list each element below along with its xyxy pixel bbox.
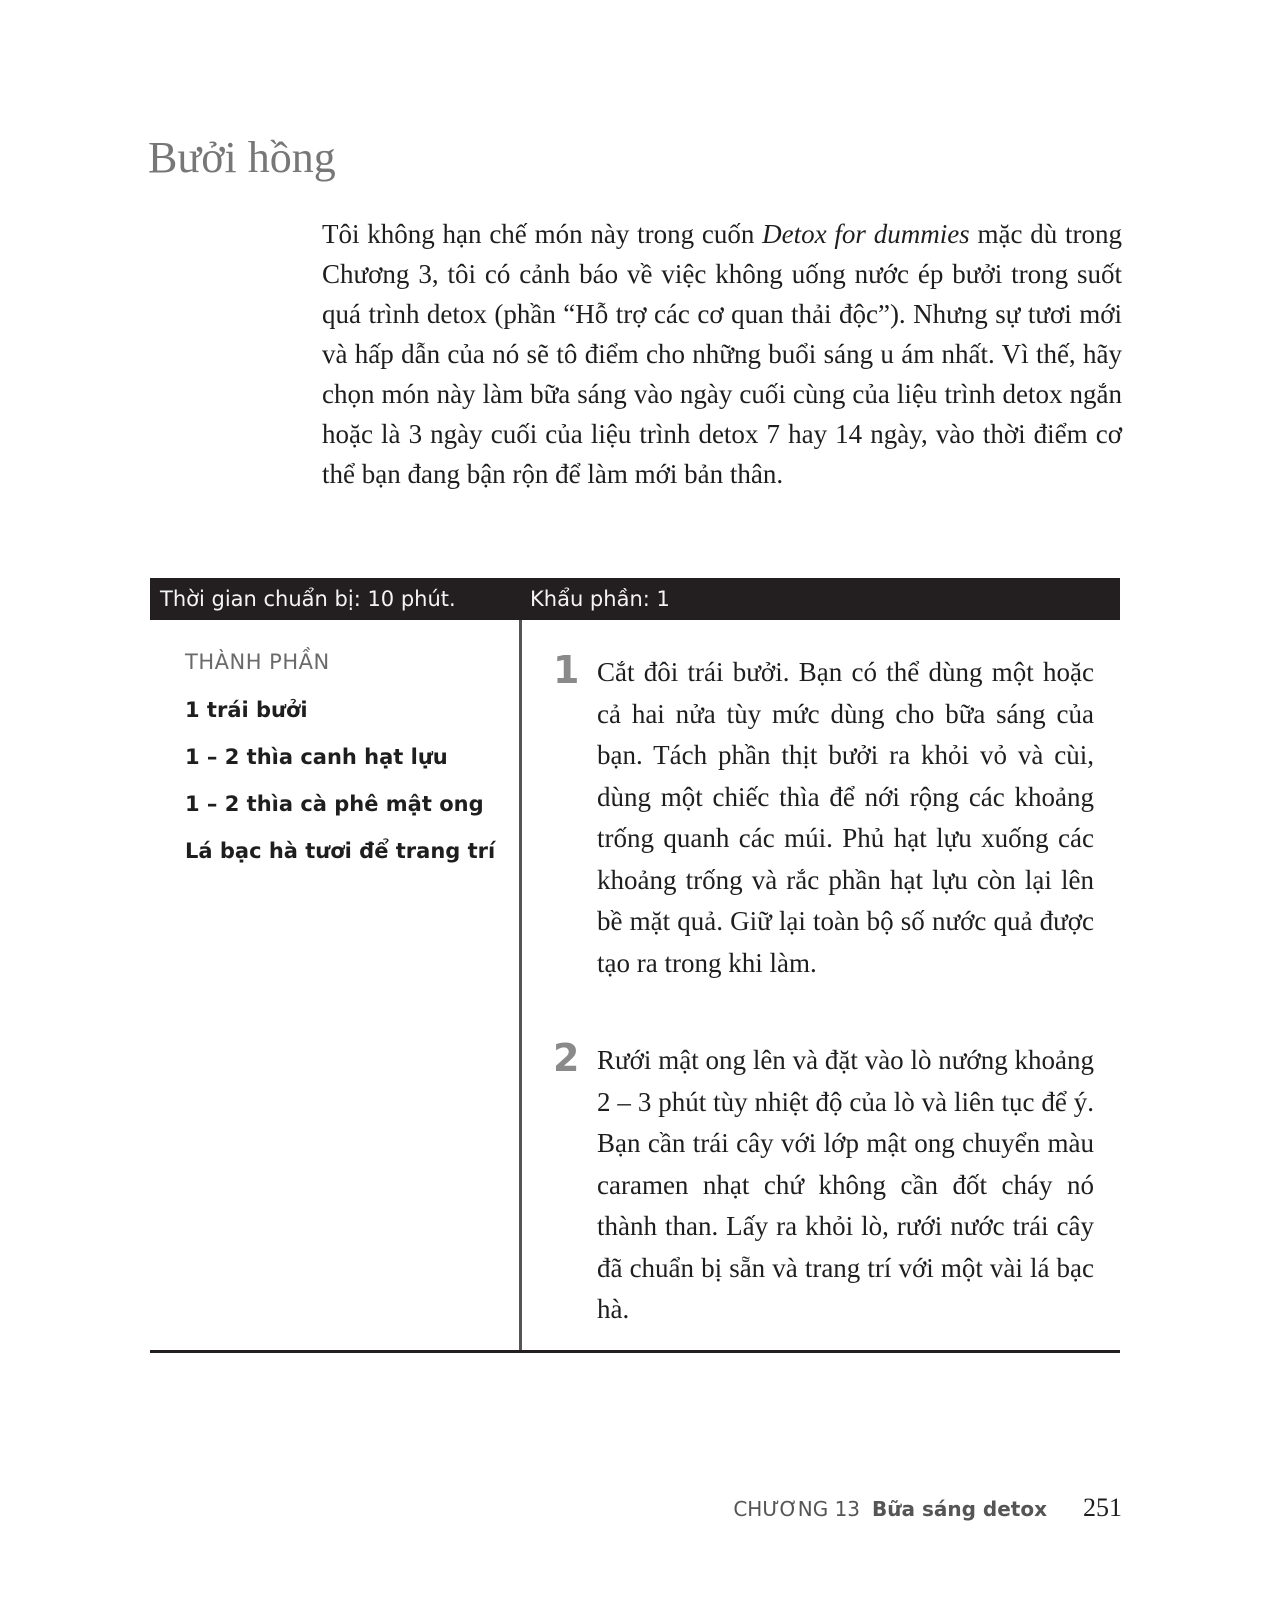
step-text: Cắt đôi trái bưởi. Bạn có thể dùng một hoặc cả hai nửa tùy mức dùng cho bữa sáng của bạn. Tách phần thịt bưởi ra khỏi vỏ và cùi, dùng một chiếc thìa để nới rộng các khoảng trống quanh các múi. Phủ hạt lựu xuống các khoảng trống và rắc phần hạt lựu còn lại lên bề mặt quả. Giữ lại toàn bộ số nước quả được tạo ra trong khi làm. [597,657,1094,978]
ingredient-item: 1 trái bưởi [185,698,308,722]
recipe-title: Bưởi hồng [148,133,336,182]
intro-book-title: Detox for dummies [762,219,970,249]
recipe-info-bar [150,578,1120,620]
chapter-title: Bữa sáng detox [872,1497,1047,1521]
page-footer [733,1493,1122,1523]
step-number: 2 [553,1036,580,1080]
ingredient-item: 1 – 2 thìa cà phê mật ong [185,792,484,816]
ingredients-list [185,698,495,886]
step-number: 1 [553,648,580,692]
intro-paragraph [322,214,1122,494]
intro-text-before: Tôi không hạn chế món này trong cuốn [322,219,763,249]
column-divider [519,620,522,1352]
ingredient-item: Lá bạc hà tươi để trang trí [185,839,496,863]
step-text: Rưới mật ong lên và đặt vào lò nướng khoảng 2 – 3 phút tùy nhiệt độ của lò và liên tục để ý. Bạn cần trái cây với lớp mật ong chuyển màu caramen nhạt chứ không cần đốt cháy nó thành than. Lấy ra khỏi lò, rưới nước trái cây đã chuẩn bị sẵn và trang trí với một vài lá bạc hà. [597,1045,1094,1324]
prep-time: Thời gian chuẩn bị: 10 phút. [160,587,456,611]
ingredient-item: 1 – 2 thìa canh hạt lựu [185,745,448,769]
chapter-label: CHƯƠNG 13 [733,1497,861,1521]
ingredients-heading: THÀNH PHẦN [185,650,330,674]
recipe-bottom-rule [150,1350,1120,1353]
servings: Khẩu phần: 1 [530,587,670,611]
page-number: 251 [1083,1493,1122,1522]
intro-text-after: mặc dù trong Chương 3, tôi có cảnh báo về việc không uống nước ép bưởi trong suốt quá trình detox (phần “Hỗ trợ các cơ quan thải độc”). Nhưng sự tươi mới và hấp dẫn của nó sẽ tô điểm cho những buổi sáng u ám nhất. Vì thế, hãy chọn món này làm bữa sáng vào ngày cuối cùng của liệu trình detox ngắn hoặc là 3 ngày cuối của liệu trình detox 7 hay 14 ngày, vào thời điểm cơ thể bạn đang bận rộn để làm mới bản thân. [322,219,1122,489]
